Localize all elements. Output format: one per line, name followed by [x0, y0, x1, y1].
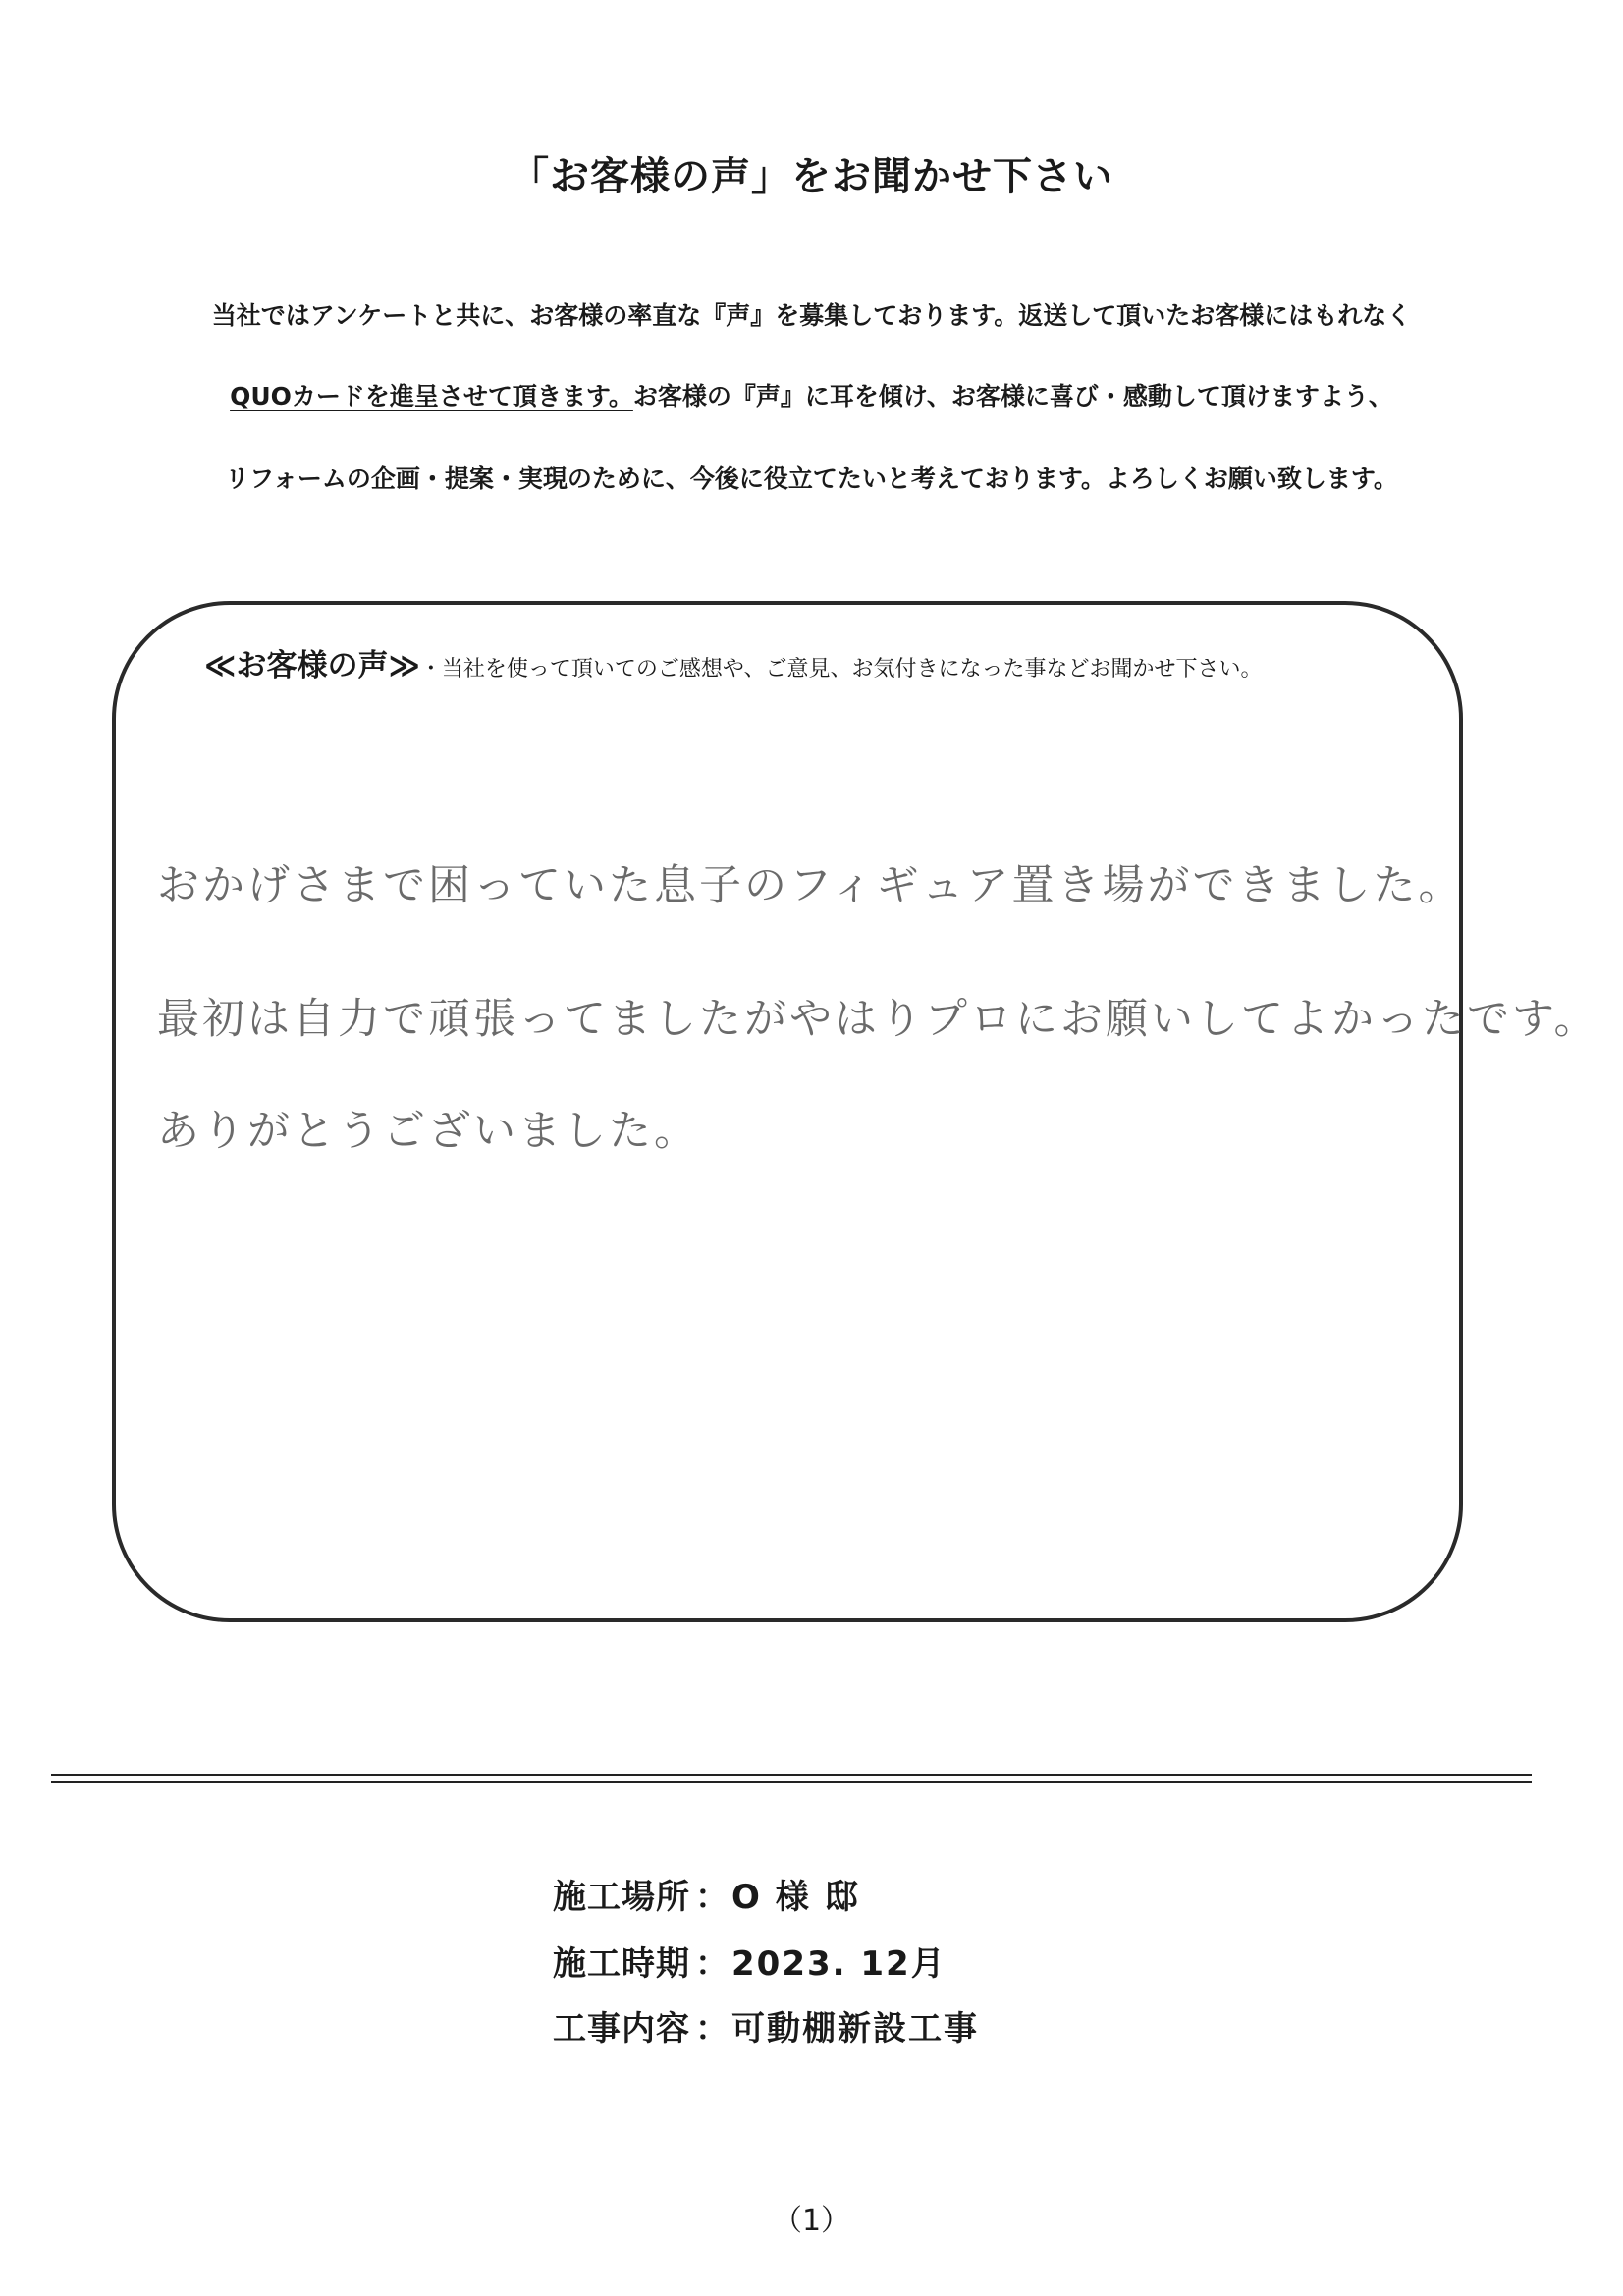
intro-line-1: 当社ではアンケートと共に、お客様の率直な『声』を募集しております。返送して頂いたお客様にはもれなく: [211, 301, 1412, 330]
handwritten-line-1: おかげさまで困っていた息子のフィギュア置き場ができました。: [157, 861, 1464, 910]
detail-value: 2023. 12月: [731, 1944, 947, 1984]
handwritten-line-3: ありがとうございました。: [157, 1107, 699, 1156]
detail-row-location: [553, 1870, 860, 1918]
detail-value: O 様 邸: [731, 1878, 860, 1917]
detail-value: 可動棚新設工事: [731, 2009, 979, 2049]
quo-card-note: QUOカードを進呈させて頂きます。: [230, 382, 633, 410]
intro-line-2: [0, 377, 1623, 412]
page-number: （1）: [772, 2204, 851, 2238]
voice-box-label: ≪お客様の声≫: [204, 648, 420, 683]
detail-colon: ：: [695, 2009, 729, 2049]
detail-colon: ：: [695, 1944, 729, 1984]
detail-row-work: [553, 2001, 979, 2050]
detail-key: 工事内容: [553, 2009, 690, 2049]
intro-line-2-rest: お客様の『声』に耳を傾け、お客様に喜び・感動して頂けますよう、: [632, 382, 1393, 410]
customer-voice-box: [112, 601, 1599, 1622]
detail-row-period: [553, 1937, 947, 1985]
voice-box-instruction: ・当社を使って頂いてのご感想や、ご意見、お気付きになった事などお聞かせ下さい。: [419, 657, 1263, 682]
voice-box-header: [204, 640, 1262, 684]
detail-key: 施工場所: [553, 1878, 690, 1917]
intro-line-3: リフォームの企画・提案・実現のために、今後に役立てたいと考えております。よろしくお願い致します。: [225, 465, 1398, 493]
divider-top: [51, 1774, 1532, 1776]
page-title: 「お客様の声」をお聞かせ下さい: [510, 154, 1113, 199]
detail-colon: ：: [695, 1878, 729, 1917]
handwritten-line-2: 最初は自力で頑張ってましたがやはりプロにお願いしてよかったです。: [157, 995, 1599, 1044]
detail-key: 施工時期: [553, 1944, 690, 1984]
divider-bottom: [51, 1781, 1532, 1783]
